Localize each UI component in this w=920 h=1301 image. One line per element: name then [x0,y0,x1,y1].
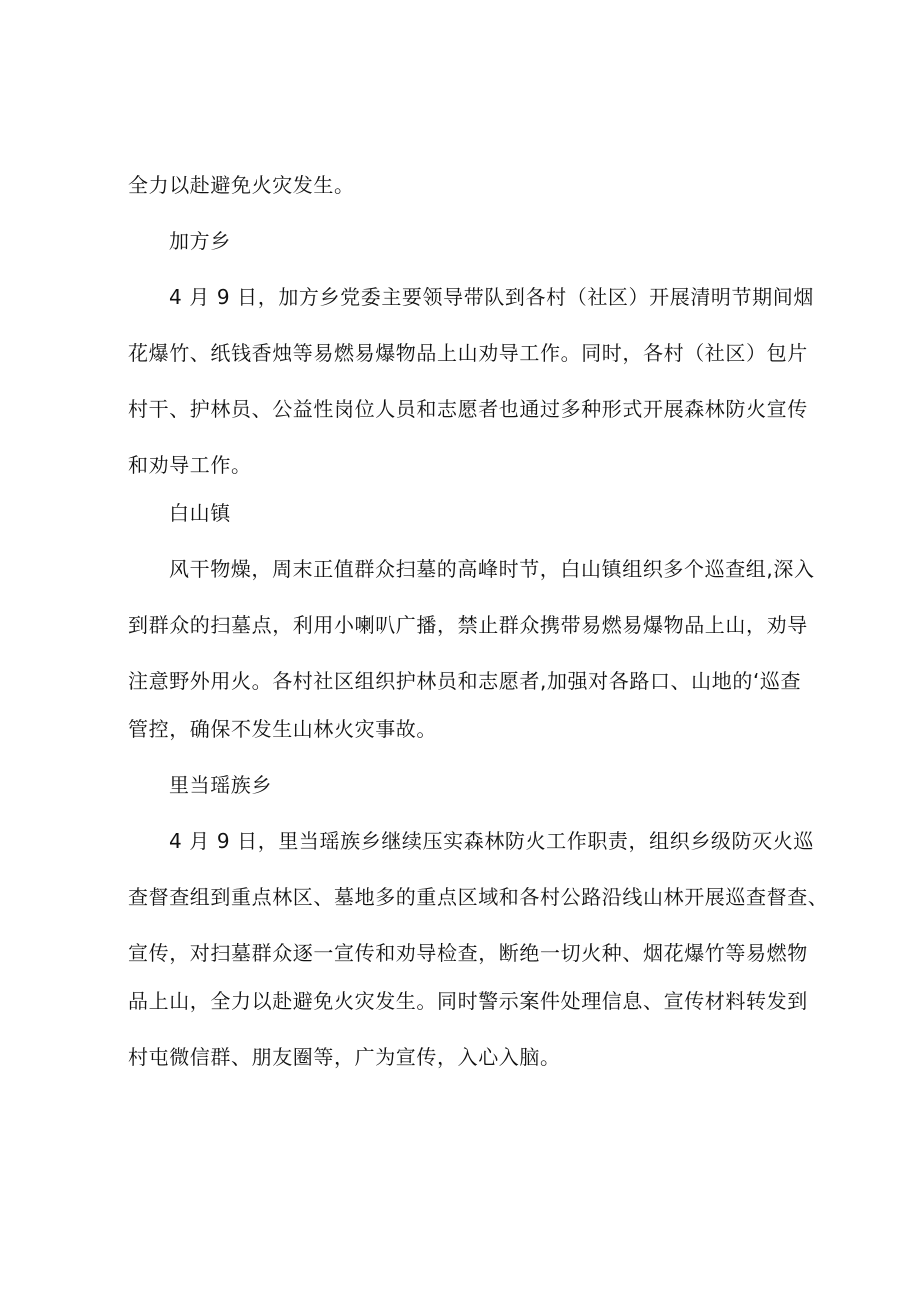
paragraph-line: 到群众的扫墓点，利用小喇叭广播，禁止群众携带易燃易爆物品上山，劝导 [128,613,808,637]
paragraph-line: 管控，确保不发生山林火灾事故。 [128,717,437,741]
paragraph-line: 查督查组到重点林区、墓地多的重点区域和各村公路沿线山林开展巡查督查、 [128,885,829,909]
paragraph-line: 风干物燥，周末正值群众扫墓的高峰时节，白山镇组织多个巡查组,深入 [169,557,815,581]
paragraph-line: 村屯微信群、朋友圈等，广为宣传，入心入脑。 [128,1045,561,1069]
section-heading-lidang: 里当瑶族乡 [169,773,272,797]
section-heading-baishan: 白山镇 [169,501,231,525]
paragraph-line: 宣传，对扫墓群众逐一宣传和劝导检查，断绝一切火种、烟花爆竹等易燃物 [128,941,808,965]
section-heading-jiafang: 加方乡 [169,229,231,253]
paragraph-line: 4 月 9 日，里当瑶族乡继续压实森林防火工作职责，组织乡级防灭火巡 [169,829,814,853]
paragraph-line: 4 月 9 日，加方乡党委主要领导带队到各村（社区）开展清明节期间烟 [169,285,814,309]
paragraph-line: 注意野外用火。各村社区组织护林员和志愿者,加强对各路口、山地的‘巡查 [128,669,802,693]
paragraph-line: 村干、护林员、公益性岗位人员和志愿者也通过多种形式开展森林防火宣传 [128,397,808,421]
paragraph-continuation: 全力以赴避免火灾发生。 [128,173,355,197]
paragraph-line: 花爆竹、纸钱香烛等易燃易爆物品上山劝导工作。同时，各村（社区）包片 [128,341,808,365]
paragraph-line: 品上山，全力以赴避免火灾发生。同时警示案件处理信息、宣传材料转发到 [128,989,808,1013]
paragraph-line: 和劝导工作。 [128,453,252,477]
